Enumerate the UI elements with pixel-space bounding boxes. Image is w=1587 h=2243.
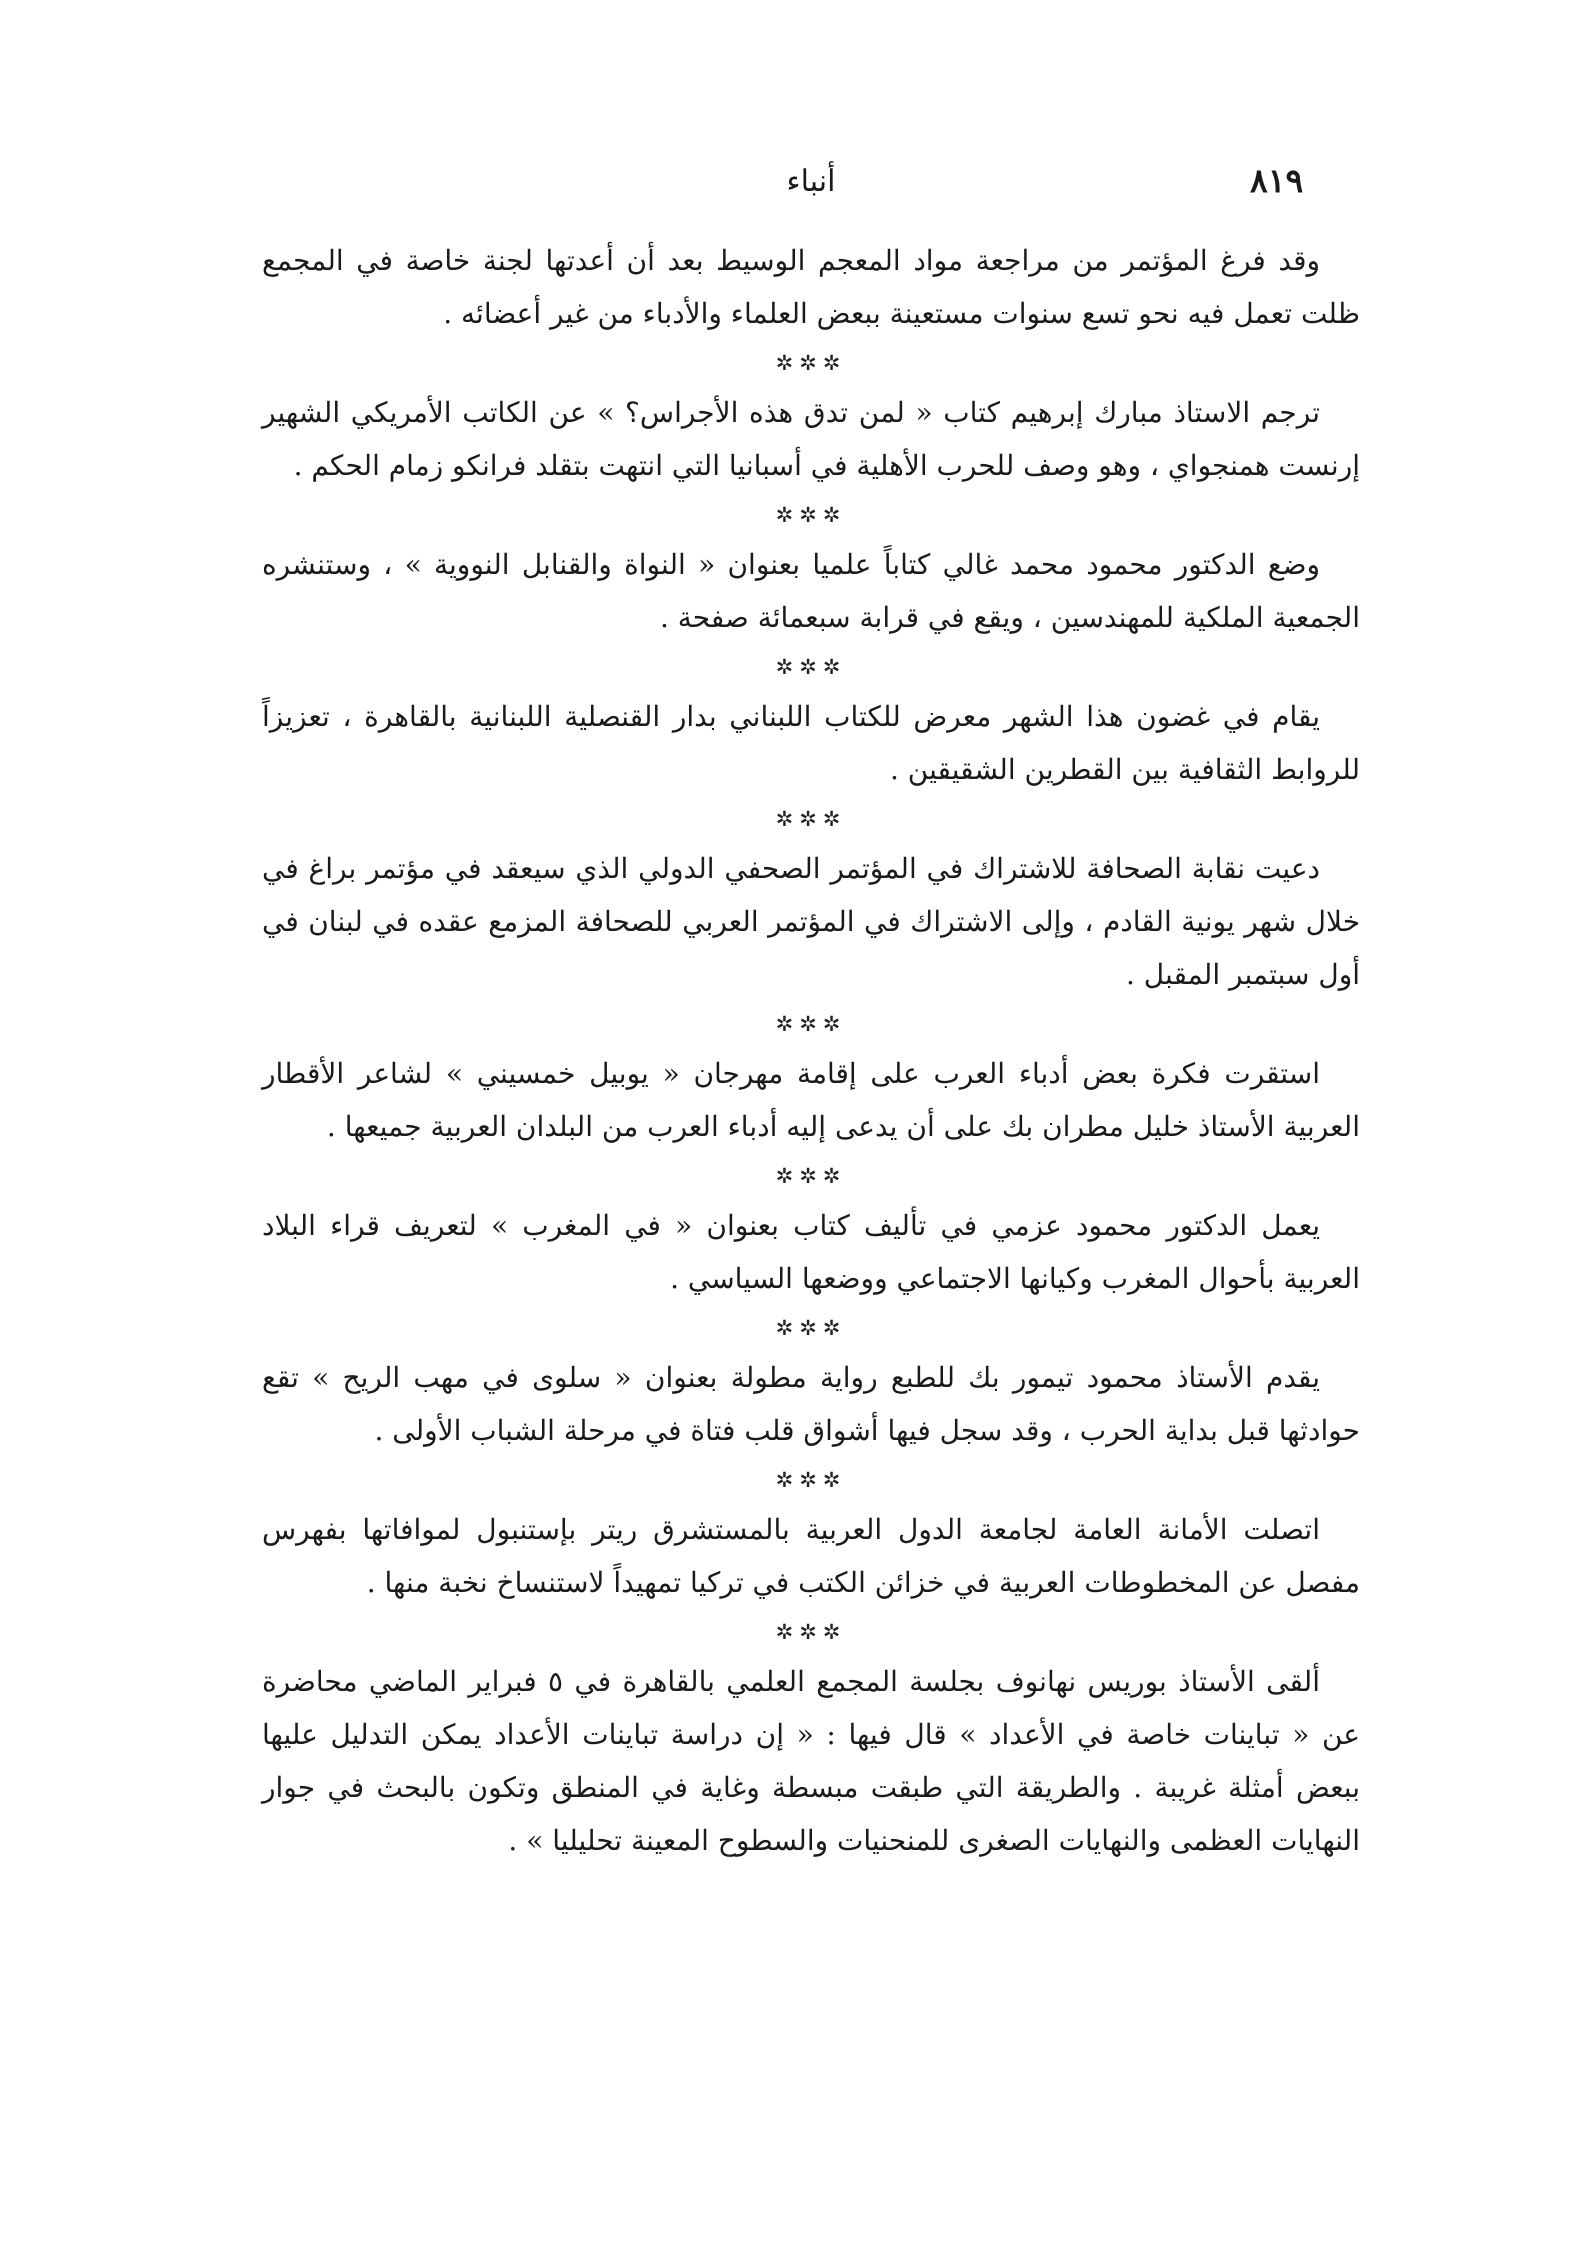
news-item: وضع الدكتور محمود محمد غالي كتاباً علميا بعنوان « النواة والقنابل النووية » ، وستنشره الجمعية الملكية للمهندسين ، ويقع في قرابة سبعمائة صفحة . bbox=[262, 548, 1360, 634]
news-item: اتصلت الأمانة العامة لجامعة الدول العربية بالمستشرق ريتر بإستنبول لموافاتها بفهرس مفصل عن المخطوطات العربية في خزائن الكتب في تركيا تمهيداً لاستنساخ نخبة منها . bbox=[262, 1513, 1360, 1599]
ornament-separator: ✲✲✲ bbox=[775, 1316, 847, 1340]
ornament-separator: ✲✲✲ bbox=[775, 1468, 847, 1492]
ornament-separator: ✲✲✲ bbox=[775, 655, 847, 679]
news-items bbox=[262, 234, 1360, 1867]
document-page bbox=[262, 0, 1360, 2243]
news-item: يقدم الأستاذ محمود تيمور بك للطبع رواية مطولة بعنوان « سلوى في مهب الريح » تقع حوادثها قبل بداية الحرب ، وقد سجل فيها أشواق قلب فتاة في مرحلة الشباب الأولى . bbox=[262, 1361, 1360, 1447]
news-item: وقد فرغ المؤتمر من مراجعة مواد المعجم الوسيط بعد أن أعدتها لجنة خاصة في المجمع ظلت تعمل فيه نحو تسع سنوات مستعينة ببعض العلماء والأدباء من غير أعضائه . bbox=[262, 244, 1360, 330]
ornament-separator: ✲✲✲ bbox=[775, 1164, 847, 1188]
news-item: دعيت نقابة الصحافة للاشتراك في المؤتمر الصحفي الدولي الذي سيعقد في مؤتمر براغ في خلال شهر يونية القادم ، وإلى الاشتراك في المؤتمر العربي للصحافة المزمع عقده في لبنان في أول سبتمبر المقبل . bbox=[262, 852, 1360, 991]
news-item: ترجم الاستاذ مبارك إبرهيم كتاب « لمن تدق هذه الأجراس؟ » عن الكاتب الأمريكي الشهير إرنست همنجواي ، وهو وصف للحرب الأهلية في أسبانيا التي انتهت بتقلد فرانكو زمام الحكم . bbox=[262, 396, 1360, 482]
page-header bbox=[262, 160, 1360, 216]
ornament-separator: ✲✲✲ bbox=[775, 351, 847, 375]
ornament-separator: ✲✲✲ bbox=[775, 503, 847, 527]
running-title: أنباء bbox=[786, 164, 836, 199]
ornament-separator: ✲✲✲ bbox=[775, 1620, 847, 1644]
news-item: يعمل الدكتور محمود عزمي في تأليف كتاب بعنوان « في المغرب » لتعريف قراء البلاد العربية بأحوال المغرب وكيانها الاجتماعي ووضعها السياسي . bbox=[262, 1209, 1360, 1295]
ornament-separator: ✲✲✲ bbox=[775, 807, 847, 831]
news-item: ألقى الأستاذ بوريس نهانوف بجلسة المجمع العلمي بالقاهرة في ٥ فبراير الماضي محاضرة عن « تباينات خاصة في الأعداد » قال فيها : « إن دراسة تباينات الأعداد يمكن التدليل عليها ببعض أمثلة غريبة . والطريقة التي طبقت مبسطة وغاية في المنطق وتكون بالبحث في جوار النهايات العظمى والنهايات الصغرى للمنحنيات والسطوح المعينة تحليليا » . bbox=[262, 1665, 1360, 1857]
page-number: ٨١٩ bbox=[1250, 161, 1304, 200]
news-item: استقرت فكرة بعض أدباء العرب على إقامة مهرجان « يوبيل خمسيني » لشاعر الأقطار العربية الأستاذ خليل مطران بك على أن يدعى إليه أدباء العرب من البلدان العربية جميعها . bbox=[262, 1057, 1360, 1143]
news-item: يقام في غضون هذا الشهر معرض للكتاب اللبناني بدار القنصلية اللبنانية بالقاهرة ، تعزيزاً للروابط الثقافية بين القطرين الشقيقين . bbox=[262, 700, 1360, 786]
ornament-separator: ✲✲✲ bbox=[775, 1012, 847, 1036]
